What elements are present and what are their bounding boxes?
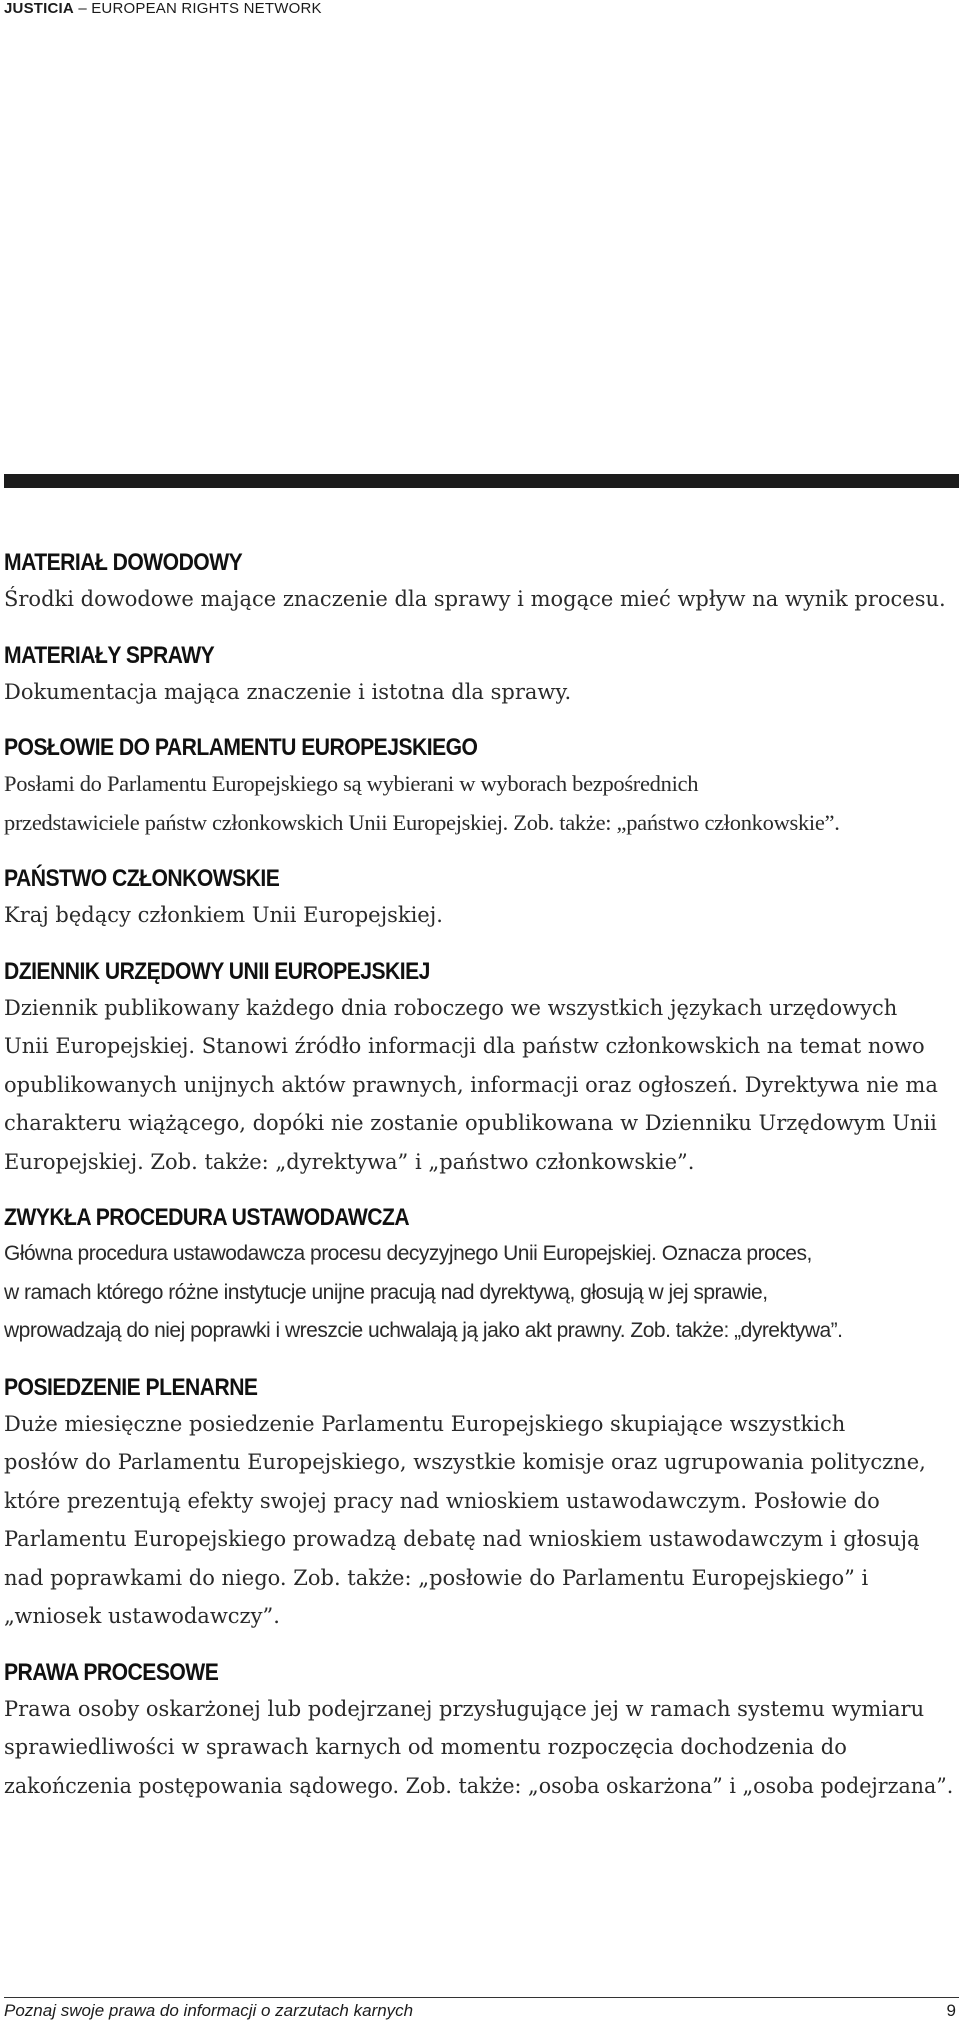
entry-definition xyxy=(4,580,956,619)
entry-definition xyxy=(4,896,956,935)
glossary-entry xyxy=(4,641,956,712)
entry-definition xyxy=(4,989,956,1182)
entry-definition xyxy=(4,1690,956,1806)
entry-definition xyxy=(4,1405,956,1636)
glossary-entry xyxy=(4,733,956,842)
glossary-entry xyxy=(4,1203,956,1351)
definition-line: wprowadzają do niej poprawki i wreszcie uchwalają ją jako akt prawny. Zob. także: „dyrektywa”. xyxy=(4,1319,843,1342)
section-divider xyxy=(4,474,959,488)
glossary-entry xyxy=(4,864,956,935)
entry-term: PAŃSTWO CZŁONKOWSKIE xyxy=(4,865,280,892)
definition-line: Dokumentacja mająca znaczenie i istotna dla sprawy. xyxy=(4,679,572,704)
header-network: – EUROPEAN RIGHTS NETWORK xyxy=(73,0,322,17)
glossary-list xyxy=(4,548,956,1827)
definition-line: opublikowanych unijnych aktów prawnych, informacji oraz ogłoszeń. Dyrektywa nie ma xyxy=(4,1072,938,1097)
definition-line: Duże miesięczne posiedzenie Parlamentu Europejskiego skupiające wszystkich xyxy=(4,1411,846,1436)
definition-line: Środki dowodowe mające znaczenie dla sprawy i mogące mieć wpływ na wynik procesu. xyxy=(4,587,946,611)
entry-term: POSIEDZENIE PLENARNE xyxy=(4,1373,258,1401)
definition-line: Dziennik publikowany każdego dnia roboczego we wszystkich językach urzędowych xyxy=(4,995,898,1020)
header-brand: JUSTICIA xyxy=(4,0,74,17)
entry-term: DZIENNIK URZĘDOWY UNII EUROPEJSKIEJ xyxy=(4,957,430,985)
definition-line: Główna procedura ustawodawcza procesu decyzyjnego Unii Europejskiej. Oznacza proces, xyxy=(4,1242,812,1265)
footer-title: Poznaj swoje prawa do informacji o zarzutach karnych xyxy=(4,2001,414,2020)
definition-line: w ramach którego różne instytucje unijne pracują nad dyrektywą, głosują w jej sprawie, xyxy=(4,1280,768,1304)
entry-definition xyxy=(4,1235,956,1351)
entry-definition xyxy=(4,673,956,712)
footer-divider xyxy=(4,1997,959,1998)
definition-line: Kraj będący członkiem Unii Europejskiej. xyxy=(4,903,443,927)
glossary-entry xyxy=(4,1373,956,1636)
definition-line: Posłami do Parlamentu Europejskiego są wybierani w wyborach bezpośrednich xyxy=(4,771,699,796)
entry-term: MATERIAŁY SPRAWY xyxy=(4,641,215,669)
entry-term: PRAWA PROCESOWE xyxy=(4,1658,219,1686)
definition-line: Europejskiej. Zob. także: „dyrektywa” i „państwo członkowskie”. xyxy=(4,1149,695,1174)
entry-term: MATERIAŁ DOWODOWY xyxy=(4,549,243,576)
definition-line: sprawiedliwości w sprawach karnych od momentu rozpoczęcia dochodzenia do xyxy=(4,1735,847,1759)
definition-line: nad poprawkami do niego. Zob. także: „posłowie do Parlamentu Europejskiego” i xyxy=(4,1565,869,1590)
running-header xyxy=(4,0,322,18)
entry-term: POSŁOWIE DO PARLAMENTU EUROPEJSKIEGO xyxy=(4,734,478,761)
page-number: 9 xyxy=(946,2001,956,2020)
entry-definition xyxy=(4,765,956,842)
entry-term: ZWYKŁA PROCEDURA USTAWODAWCZA xyxy=(4,1204,410,1231)
definition-line: „wniosek ustawodawczy”. xyxy=(4,1604,280,1628)
definition-line: przedstawiciele państw członkowskich Unii Europejskiej. Zob. także: „państwo członkowskie”. xyxy=(4,809,840,835)
glossary-entry xyxy=(4,548,956,619)
glossary-entry xyxy=(4,957,956,1182)
definition-line: zakończenia postępowania sądowego. Zob. także: „osoba oskarżona” i „osoba podejrzana”. xyxy=(4,1773,954,1798)
definition-line: które prezentują efekty swojej pracy nad wnioskiem ustawodawczym. Posłowie do xyxy=(4,1488,880,1513)
definition-line: Prawa osoby oskarżonej lub podejrzanej przysługujące jej w ramach systemu wymiaru xyxy=(4,1696,925,1721)
definition-line: posłów do Parlamentu Europejskiego, wszystkie komisje oraz ugrupowania polityczne, xyxy=(4,1450,926,1474)
glossary-entry xyxy=(4,1658,956,1806)
definition-line: charakteru wiążącego, dopóki nie zostanie opublikowana w Dzienniku Urzędowym Unii xyxy=(4,1111,937,1135)
definition-line: Parlamentu Europejskiego prowadzą debatę nad wnioskiem ustawodawczym i głosują xyxy=(4,1527,920,1551)
definition-line: Unii Europejskiej. Stanowi źródło informacji dla państw członkowskich na temat nowo xyxy=(4,1034,925,1058)
